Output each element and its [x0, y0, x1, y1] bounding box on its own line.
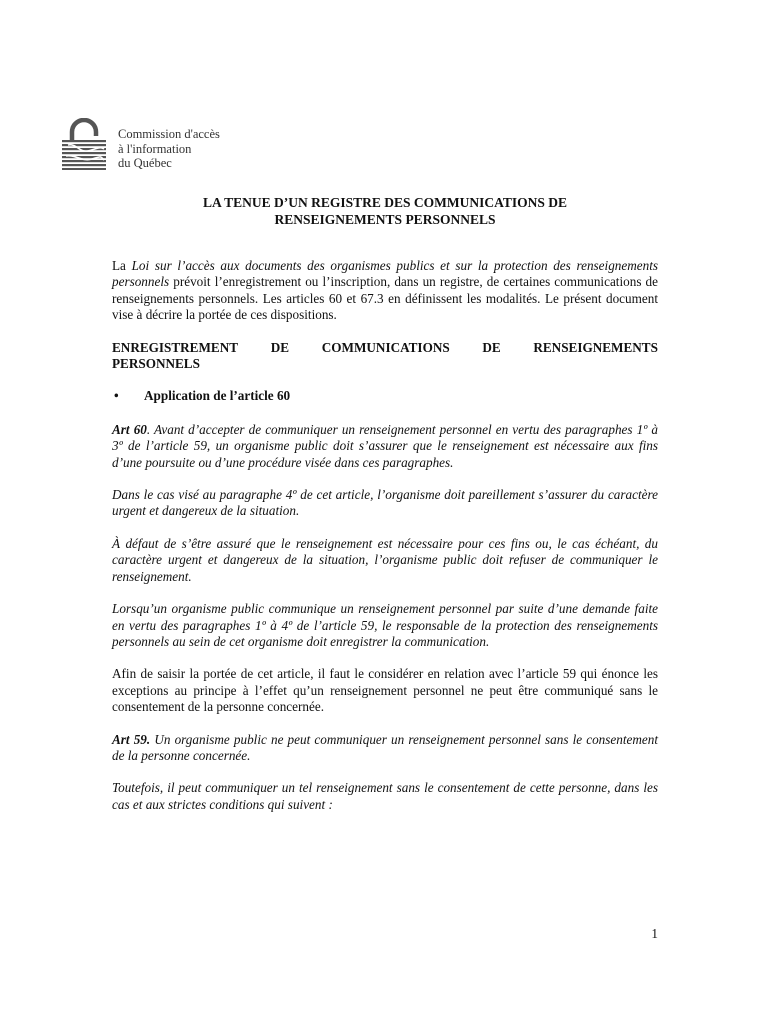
subheading-bullet-item [112, 388, 658, 404]
intro-prefix: La [112, 258, 132, 273]
section-heading-line2: PERSONNELS [112, 356, 200, 372]
page-number: 1 [651, 926, 658, 941]
section-heading-word: ENREGISTREMENT [112, 339, 239, 355]
article-59-paragraph-2: Toutefois, il peut communiquer un tel renseignement sans le consentement de cette personne, dans les cas et aux strictes conditions qui suivent : [112, 780, 658, 812]
article-59-text: Un organisme public ne peut communiquer un renseignement personnel sans le consentement de la personne concernée. [112, 731, 658, 763]
article-60-paragraph-4: Lorsqu’un organisme public communique un renseignement personnel par suite d’une demande faite en vertu des paragraphes 1º à 4º de l’article 59, le responsable de la protection des renseignements personnels au sein de cet organisme doit enregistrer la communication. [112, 601, 658, 649]
organization-name-line2: à l'information [118, 141, 192, 156]
article-60-label: Art 60 [112, 421, 147, 437]
organization-name [118, 127, 220, 171]
document-title-line1: LA TENUE D’UN REGISTRE DES COMMUNICATIONS DE [202, 195, 568, 210]
article-60-paragraph-1 [112, 422, 658, 471]
law-title: Loi sur l’accès aux documents des organismes publics et sur la protection des renseignements personnels [112, 258, 658, 290]
bullet-icon: • [114, 388, 119, 404]
intro-text: prévoit l’enregistrement ou l’inscription, dans un registre, de certaines communications de renseignements personnels. Les articles 60 et 67.3 en définissent les modalités. Le présent document vise à décrire la portée de ces dispositions. [112, 274, 658, 323]
subheading: Application de l’article 60 [144, 388, 291, 404]
section-heading-word: DE [482, 339, 501, 355]
article-59-paragraph-1 [112, 732, 658, 765]
article-60-text: . Avant d’accepter de communiquer un renseignement personnel en vertu des paragraphes 1º à 3º de l’article 59, un organisme public doit s’assurer que le renseignement est nécessaire aux fins d’une poursuite ou d’une procédure visée dans ces paragraphes. [112, 421, 659, 470]
document-title-line2: RENSEIGNEMENTS PERSONNELS [274, 212, 496, 227]
section-heading-word: RENSEIGNEMENTS [533, 339, 658, 355]
section-heading-word: DE [270, 339, 290, 355]
section-heading-word: COMMUNICATIONS [321, 339, 450, 355]
explanation-paragraph: Afin de saisir la portée de cet article, il faut le considérer en relation avec l’article 59 qui énonce les exceptions au principe à l’effet qu’un renseignement personnel ne peut être communiqué sans le consentement de la personne concernée. [112, 666, 658, 715]
padlock-logo-icon [62, 118, 106, 170]
document-title [112, 194, 658, 228]
organization-name-line1: Commission d'accès [118, 127, 220, 141]
article-60-paragraph-3: À défaut de s’être assuré que le renseignement est nécessaire pour ces fins ou, le cas échéant, du caractère urgent et dangereux de la situation, l’organisme public doit refuser de communiquer le renseignement. [112, 535, 658, 584]
organization-name-line3: du Québec [118, 156, 172, 170]
article-60-paragraph-2: Dans le cas visé au paragraphe 4º de cet article, l’organisme doit pareillement s’assurer du caractère urgent et dangereux de la situation. [112, 487, 658, 519]
organization-logo [62, 118, 220, 171]
document-body [112, 258, 658, 829]
article-59-label: Art 59. [112, 731, 151, 747]
intro-paragraph [112, 258, 658, 324]
section-heading [112, 340, 658, 373]
